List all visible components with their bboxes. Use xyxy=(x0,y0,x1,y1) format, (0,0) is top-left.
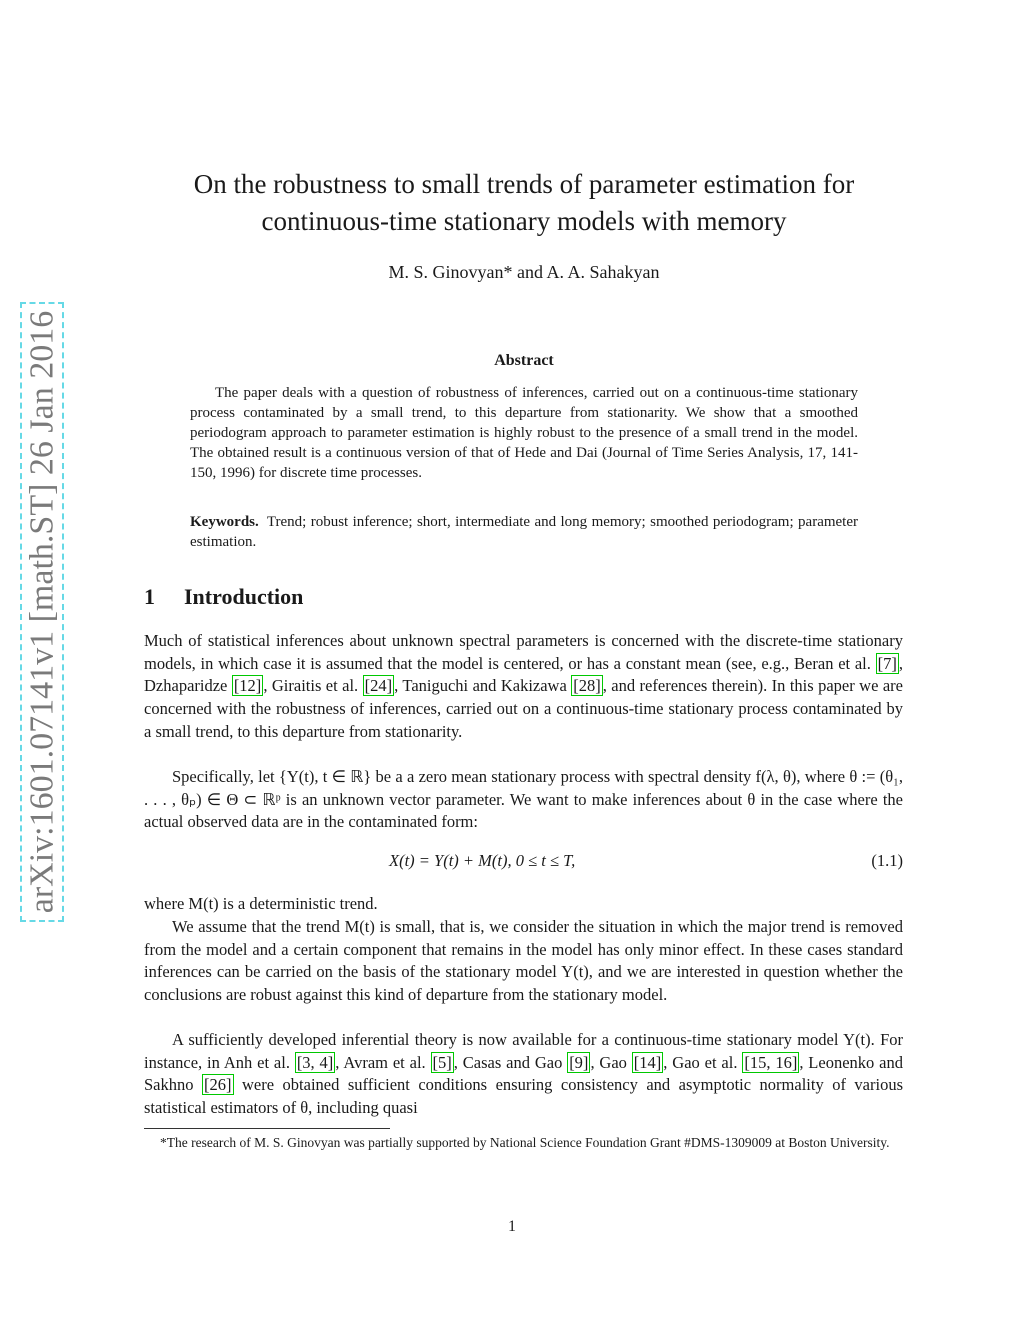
paragraph-1 xyxy=(144,630,903,744)
citation-link[interactable]: [28] xyxy=(573,676,601,696)
abstract-text: The paper deals with a question of robustness of inferences, carried out on a continuous-time stationary process contaminated by a small trend, to this departure from stationarity. We show that a smoothed periodogram approach to parameter estimation is highly robust to the presence of a small trend in the model. The obtained result is a continuous version of that of Hede and Dai (Journal of Time Series Analysis, 17, 141-150, 1996) for discrete time processes. xyxy=(190,385,858,481)
para1-text-c: , Giraitis et al. xyxy=(263,676,363,696)
authors: M. S. Ginovyan* and A. A. Sahakyan xyxy=(388,262,660,282)
arxiv-identifier-text: arXiv:1601.07141v1 [math.ST] 26 Jan 2016 xyxy=(23,310,60,914)
footnote: *The research of M. S. Ginovyan was partially supported by National Science Foundation Grant #DMS-1309009 at Boston University. xyxy=(160,1135,890,1150)
equation-number: (1.1) xyxy=(871,851,903,870)
keywords xyxy=(190,512,858,552)
paragraph-5 xyxy=(144,1029,903,1120)
section-title: Introduction xyxy=(184,584,304,609)
footnote-rule xyxy=(144,1128,390,1129)
citation-link[interactable]: [14] xyxy=(633,1052,662,1072)
section-number: 1 xyxy=(144,584,155,609)
equation-1-1 xyxy=(144,851,903,875)
para5-text-g: were obtained sufficient conditions ensuring consistency and asymptotic normality of various statistical estimators of θ, including quasi xyxy=(144,1075,904,1118)
arxiv-identifier-stamp xyxy=(20,302,64,922)
abstract-heading: Abstract xyxy=(494,352,554,369)
citation-link[interactable]: [24] xyxy=(364,676,393,696)
citation-link[interactable]: [3, 4] xyxy=(296,1052,334,1072)
citation-link[interactable]: [26] xyxy=(204,1075,232,1095)
citation-link[interactable]: [12] xyxy=(233,676,262,696)
para1-text-d: , Taniguchi and Kakizawa xyxy=(394,676,572,696)
paper-title-line-2: continuous-time stationary models with memory xyxy=(261,206,787,236)
equation-expression: X(t) = Y(t) + M(t), 0 ≤ t ≤ T, xyxy=(389,851,576,870)
keywords-label: Keywords. xyxy=(190,514,259,530)
citation-link[interactable]: [5] xyxy=(432,1052,452,1072)
paper-title xyxy=(120,166,928,240)
citation-link[interactable]: [15, 16] xyxy=(744,1052,798,1072)
keywords-text: Trend; robust inference; short, intermediate and long memory; smoothed periodogram; parameter estimation. xyxy=(190,514,858,550)
para5-text-b: , Avram et al. xyxy=(335,1052,431,1072)
section-heading-introduction xyxy=(144,584,303,610)
para5-text-d: , Gao xyxy=(590,1052,632,1072)
para1-text-e: , and references therein). In this paper we are concerned with the robustness of inferences, carried out on a continuous-time stationary process contaminated by a small trend, to this departure from stationarity. xyxy=(144,676,903,741)
paper-title-line-1: On the robustness to small trends of parameter estimation for xyxy=(193,169,855,199)
para1-text-a: Much of statistical inferences about unknown spectral parameters is concerned with the discrete-time stationary models, in which case it is assumed that the model is centered, or has a constant mean (see, e.g., Beran et al. xyxy=(144,631,903,673)
citation-link[interactable]: [7] xyxy=(877,653,897,673)
para5-text-c: , Casas and Gao xyxy=(453,1052,568,1072)
para5-text-e: , Gao et al. xyxy=(663,1052,743,1072)
citation-link[interactable]: [9] xyxy=(569,1052,589,1072)
para1-text-b: , Dzhaparidze xyxy=(144,653,903,696)
para5-text-a: A sufficiently developed inferential theory is now available for a continuous-time stationary model Y(t). For instance, in Anh et al. xyxy=(144,1030,903,1072)
para5-text-f: , Leonenko and Sakhno xyxy=(144,1052,903,1095)
paragraph-3: where M(t) is a deterministic trend. xyxy=(144,894,378,913)
paragraph-2: Specifically, let {Y(t), t ∈ ℝ} be a a zero mean stationary process with spectral density f(λ, θ), where θ := (θ₁, . . . , θₚ) ∈ Θ ⊂ ℝᵖ is an unknown vector parameter. We want to make inferences about θ in the case where the actual observed data are in the contaminated form: xyxy=(144,767,903,832)
page-number: 1 xyxy=(508,1218,516,1235)
paragraph-4: We assume that the trend M(t) is small, that is, we consider the situation in which the major trend is removed from the model and a certain component that remains in the model has only minor effect. In these cases standard inferences can be carried on the basis of the stationary model Y(t), and we are interested in question whether the conclusions are robust against this kind of departure from the stationary model. xyxy=(144,917,903,1005)
